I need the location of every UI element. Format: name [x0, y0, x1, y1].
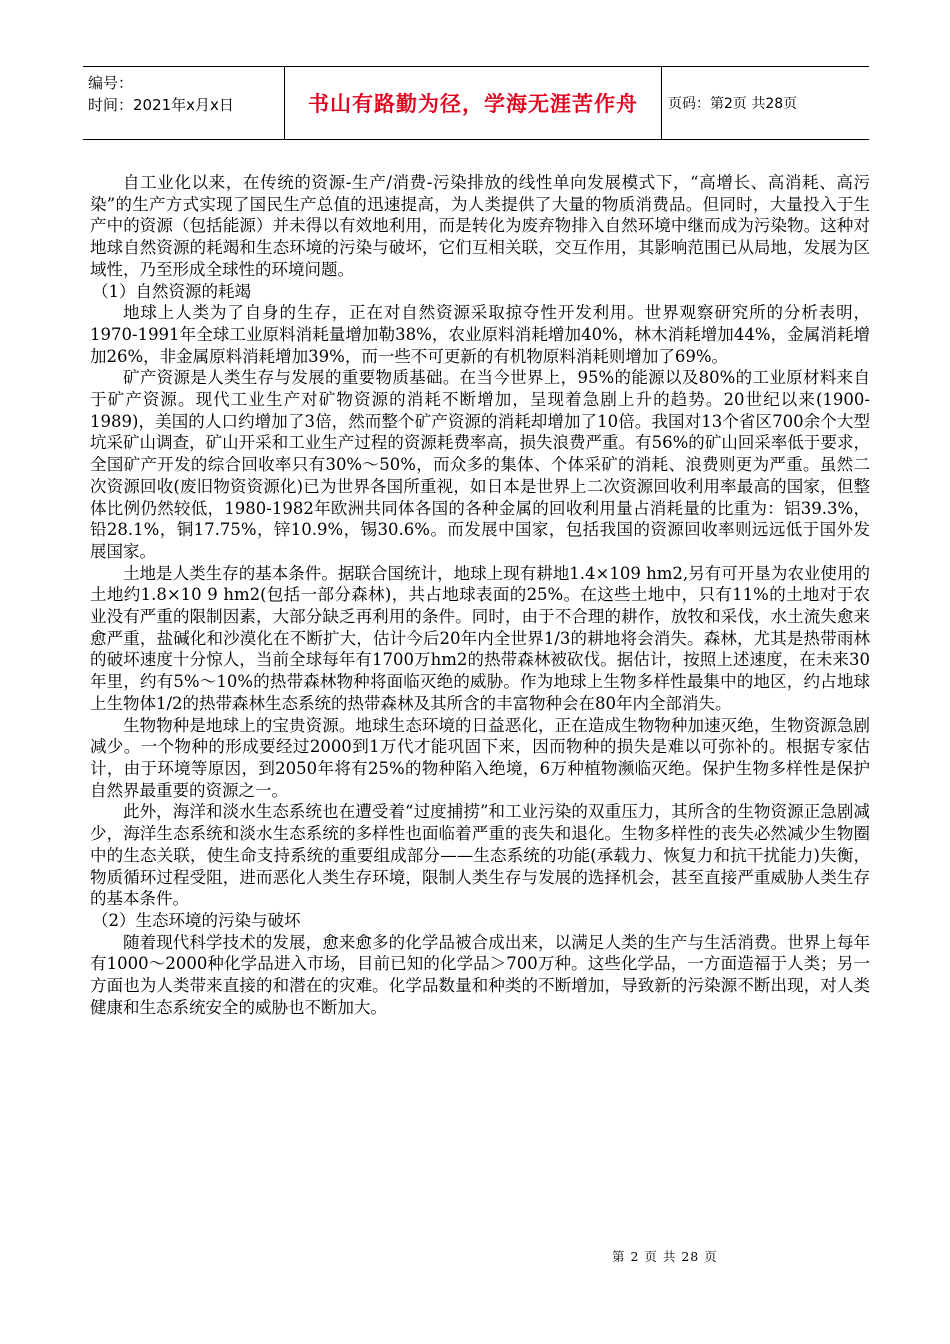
paragraph-natural-resources: 地球上人类为了自身的生存，正在对自然资源采取掠夺性开发利用。世界观察研究所的分析表明，1970-1991年全球工业原料消耗量增加勒38%，农业原料消耗增加40%，林木消耗增加44%，金属消耗增加26%，非金属原料消耗增加39%，而一些不可更新的有机物原料消耗则增加了69%。: [90, 303, 870, 366]
document-time-label: 时间：2021年x月x日: [88, 96, 234, 114]
section-heading-pollution: （2）生态环境的污染与破坏: [92, 910, 301, 930]
paragraph-land-resources: 土地是人类生存的基本条件。据联合国统计，地球上现有耕地1.4×109 hm2,另有可开垦为农业使用的土地约1.8×10 9 hm2(包括一部分森林)，共占地球表面的25%。在这些土地中，只有11%的土地对于农业没有严重的限制因素，大部分缺乏再利用的条件。同时，由于不合理的耕作，放牧和采伐，水土流失愈来愈严重，盐碱化和沙漠化在不断扩大，估计今后20年内全世界1/3的耕地将会消失。森林，尤其是热带雨林的破坏速度十分惊人，当前全球每年有1700万hm2的热带森林被砍伐。据估计，按照上述速度，在未来30年里，约有5%～10%的热带森林物种将面临灭绝的威胁。作为地球上生物多样性最集中的地区，约占地球上生物体1/2的热带森林生态系统的热带森林及其所含的丰富物种会在80年内全部消失。: [90, 563, 870, 713]
paragraph-ecosystems: 此外，海洋和淡水生态系统也在遭受着“过度捕捞”和工业污染的双重压力，其所含的生物资源正急剧减少，海洋生态系统和淡水生态系统的多样性也面临着严重的丧失和退化。生物多样性的丧失必然减少生物圈中的生态关联，使生命支持系统的重要组成部分——生态系统的功能(承载力、恢复力和抗干扰能力)失衡，物质循环过程受阻，进而恶化人类生存环境，限制人类生存与发展的选择机会，甚至直接严重威胁人类生存的基本条件。: [90, 802, 870, 909]
page-footer: 第 2 页 共 28 页: [612, 1249, 718, 1264]
paragraph-species: 生物物种是地球上的宝贵资源。地球生态环境的日益恶化，正在造成生物物种加速灭绝，生物资源急剧减少。一个物种的形成要经过2000到1万代才能巩固下来，因而物种的损失是难以可弥补的。根据专家估计，由于环境等原因，到2050年将有25%的物种陷入绝境，6万种植物濒临灭绝。保护生物多样性是保护自然界最重要的资源之一。: [90, 715, 870, 800]
document-number-label: 编号：: [88, 74, 134, 92]
paragraph-mineral-resources: 矿产资源是人类生存与发展的重要物质基础。在当今世界上，95%的能源以及80%的工业原材料来自于矿产资源。现代工业生产对矿物资源的消耗不断增加，呈现着急剧上升的趋势。20世纪以来(1900-1989)，美国的人口约增加了3倍，然而整个矿产资源的消耗却增加了10倍。我国对13个省区700余个大型坑采矿山调查，矿山开采和工业生产过程的资源耗费率高，损失浪费严重。有56%的矿山回采率低于要求，全国矿产开发的综合回收率只有30%～50%，而众多的集体、个体采矿的消耗、浪费则更为严重。虽然二次资源回收(废旧物资资源化)已为世界各国所重视，如日本是世界上二次资源回收利用率最高的国家，但整体比例仍然较低，1980-1982年欧洲共同体各国的各种金属的回收利用量占消耗量的比重为：铝39.3%，铅28.1%，铜17.75%，锌10.9%，锡30.6%。而发展中国家，包括我国的资源回收率则远远低于国外发展国家。: [90, 368, 870, 561]
document-body: [90, 172, 870, 1018]
section-heading-resource-depletion: （1）自然资源的耗竭: [92, 281, 251, 301]
paragraph-chemicals: 随着现代科学技术的发展，愈来愈多的化学品被合成出来，以满足人类的生产与生活消费。世界上每年有1000～2000种化学品进入市场，目前已知的化学品＞700万种。这些化学品，一方面造福于人类；另一方面也为人类带来直接的和潜在的灾难。化学品数量和种类的不断增加，导致新的污染源不断出现，对人类健康和生态系统安全的威胁也不断加大。: [90, 932, 870, 1017]
paragraph-intro: 自工业化以来，在传统的资源-生产/消费-污染排放的线性单向发展模式下，“高增长、高消耗、高污染”的生产方式实现了国民生产总值的迅速提高，为人类提供了大量的物质消费品。但同时，大量投入于生产中的资源（包括能源）并未得以有效地利用，而是转化为废弃物排入自然环境中继而成为污染物。这种对地球自然资源的耗竭和生态环境的污染与破坏，它们互相关联，交互作用，其影响范围已从局地，发展为区域性，乃至形成全球性的环境问题。: [90, 173, 870, 279]
header-page-info: 页码：第2页 共28页: [668, 96, 798, 112]
header-motto: 书山有路勤为径，学海无涯苦作舟: [285, 67, 662, 139]
header-meta: [83, 67, 285, 139]
page-header: [83, 66, 869, 140]
